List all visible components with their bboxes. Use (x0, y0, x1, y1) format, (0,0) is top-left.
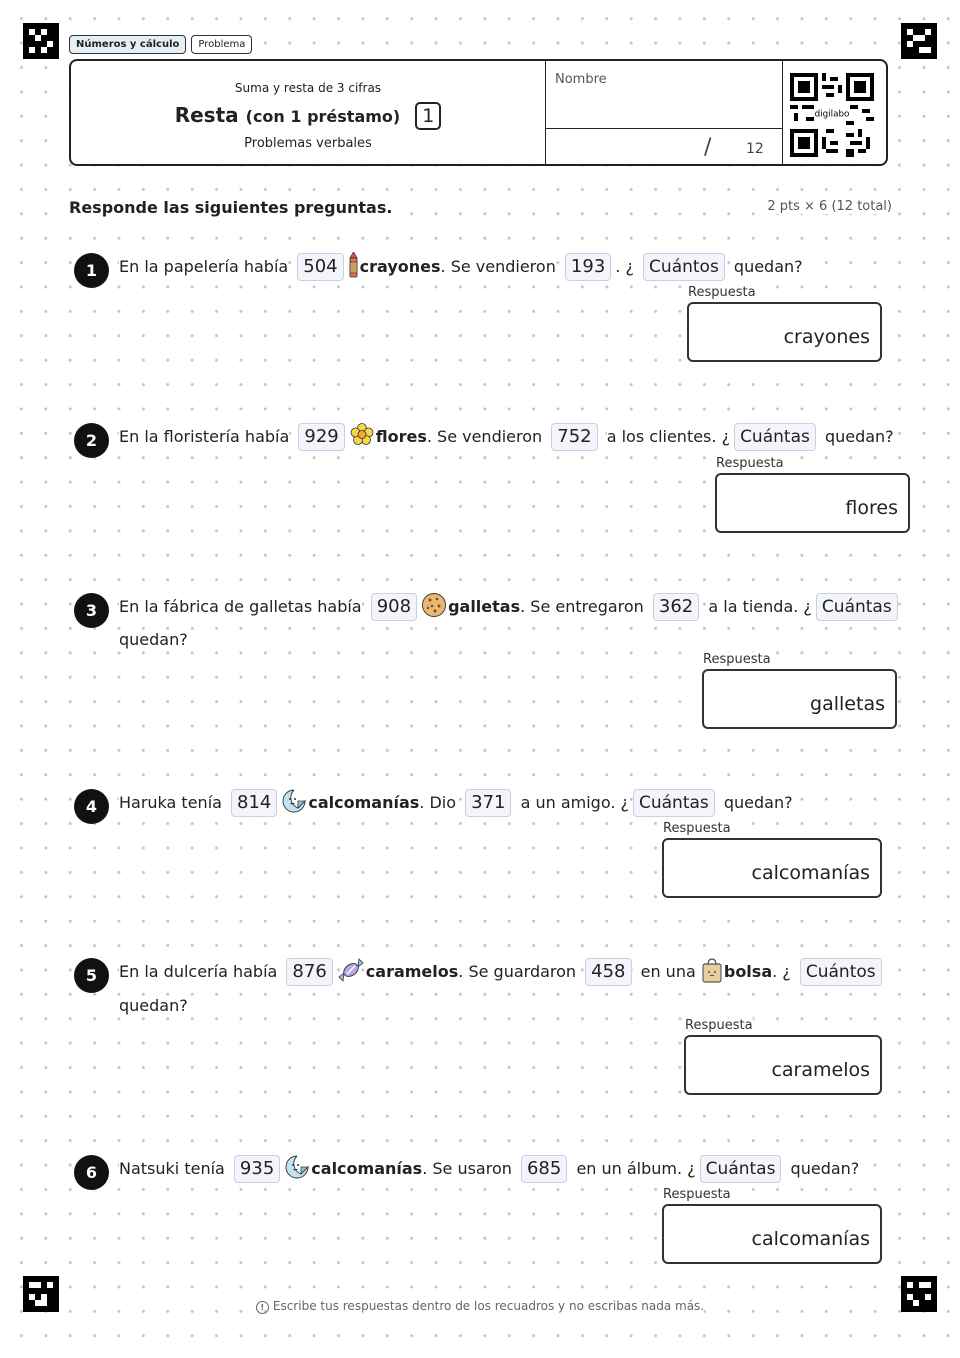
question-number: 2 (74, 423, 109, 458)
corner-marker-top-left (23, 23, 59, 59)
question-word-box: Cuántas (816, 593, 898, 621)
svg-text:digilabo: digilabo (814, 109, 850, 120)
worksheet-subtitle: Suma y resta de 3 cifras (234, 81, 382, 95)
answer-unit: caramelos (771, 1059, 870, 1081)
question-text: En la fábrica de galletas había 908 galletas. Se entregaron 362 a la tienda. ¿ Cuántas (119, 590, 902, 630)
item-name: flores (375, 427, 427, 446)
question-word-box: Cuántos (643, 253, 725, 281)
worksheet-header (69, 59, 888, 166)
number-box: 752 (551, 423, 597, 451)
number-box: 193 (565, 253, 611, 281)
answer-box[interactable] (684, 1035, 882, 1095)
answer-box[interactable] (687, 302, 882, 362)
answer-unit: crayones (783, 326, 870, 348)
score-total: 12 (746, 141, 764, 157)
type-tag: Problema (191, 35, 252, 54)
title-main: Resta (174, 103, 239, 127)
number-box: 504 (297, 253, 343, 281)
footer-note (0, 1299, 960, 1314)
corner-marker-top-right (901, 23, 937, 59)
answer-unit: galletas (810, 693, 885, 715)
question-text-continued: quedan? (119, 630, 188, 649)
score-slash: / (704, 135, 712, 160)
answer-label: Respuesta (685, 1018, 753, 1033)
number-box: 814 (231, 789, 277, 817)
bag-icon (701, 957, 723, 995)
number-box: 458 (585, 958, 631, 986)
qr-code-icon (790, 73, 874, 161)
question-number: 5 (74, 958, 109, 993)
answer-box[interactable] (715, 473, 910, 533)
item-name: calcomanías (308, 793, 420, 812)
footer-text: Escribe tus respuestas dentro de los recuadros y no escribas nada más. (272, 1299, 705, 1313)
answer-box[interactable] (662, 838, 882, 898)
sticker-icon (281, 788, 307, 826)
answer-unit: calcomanías (751, 1228, 870, 1250)
number-box: 935 (234, 1155, 280, 1183)
question-number: 1 (74, 253, 109, 288)
question-number: 6 (74, 1155, 109, 1190)
number-box: 362 (653, 593, 699, 621)
answer-label: Respuesta (703, 652, 771, 667)
item-name: galletas (448, 597, 521, 616)
crayon-icon (348, 252, 359, 290)
title-detail: (con 1 préstamo) (245, 107, 401, 126)
number-box: 371 (465, 789, 511, 817)
item-name: caramelos (365, 962, 459, 981)
number-box: 908 (371, 593, 417, 621)
answer-label: Respuesta (716, 456, 784, 471)
item-name: bolsa (723, 962, 773, 981)
answer-box[interactable] (702, 669, 897, 729)
answer-unit: flores (845, 497, 898, 519)
points-info: 2 pts × 6 (12 total) (767, 199, 892, 214)
question-word-box: Cuántas (700, 1155, 782, 1183)
question-word-box: Cuántas (734, 423, 816, 451)
sticker-icon (284, 1154, 310, 1192)
sheet-number-badge: 1 (415, 102, 441, 130)
question-number: 4 (74, 789, 109, 824)
answer-label: Respuesta (688, 285, 756, 300)
question-text: Natsuki tenía 935 calcomanías. Se usaron 685 en un álbum. ¿ Cuántas quedan? (119, 1152, 859, 1192)
item-name: crayones (359, 257, 441, 276)
question-word-box: Cuántos (800, 958, 882, 986)
flower-icon (349, 422, 375, 460)
name-field[interactable] (546, 61, 782, 128)
instructions: Responde las siguientes preguntas. (69, 198, 396, 217)
cookie-icon (421, 592, 447, 630)
question-text: Haruka tenía 814 calcomanías. Dio 371 a un amigo. ¿ Cuántas quedan? (119, 786, 793, 826)
info-icon: ! (256, 1301, 269, 1314)
header-title-area (71, 61, 545, 164)
number-box: 929 (298, 423, 344, 451)
worksheet-category: Problemas verbales (244, 136, 372, 151)
name-score-area (545, 61, 783, 164)
number-box: 876 (286, 958, 332, 986)
question-number: 3 (74, 593, 109, 628)
answer-label: Respuesta (663, 1187, 731, 1202)
question-text: En la floristería había 929 flores. Se vendieron 752 a los clientes. ¿ Cuántas quedan? (119, 420, 894, 460)
answer-box[interactable] (662, 1204, 882, 1264)
name-label: Nombre (555, 72, 607, 87)
answer-unit: calcomanías (751, 862, 870, 884)
category-tag: Números y cálculo (69, 35, 186, 54)
item-name: calcomanías (311, 1159, 423, 1178)
question-text: En la dulcería había 876 caramelos. Se guardaron 458 en una bolsa. ¿ Cuántos (119, 955, 886, 995)
answer-label: Respuesta (663, 821, 731, 836)
question-text: En la papelería había 504 crayones. Se vendieron 193 . ¿ Cuántos quedan? (119, 250, 803, 290)
divider (546, 128, 782, 129)
worksheet-title (71, 102, 545, 130)
tag-group (69, 35, 252, 54)
number-box: 685 (521, 1155, 567, 1183)
question-word-box: Cuántas (633, 789, 715, 817)
question-text-continued: quedan? (119, 996, 188, 1015)
candy-icon (337, 957, 365, 995)
